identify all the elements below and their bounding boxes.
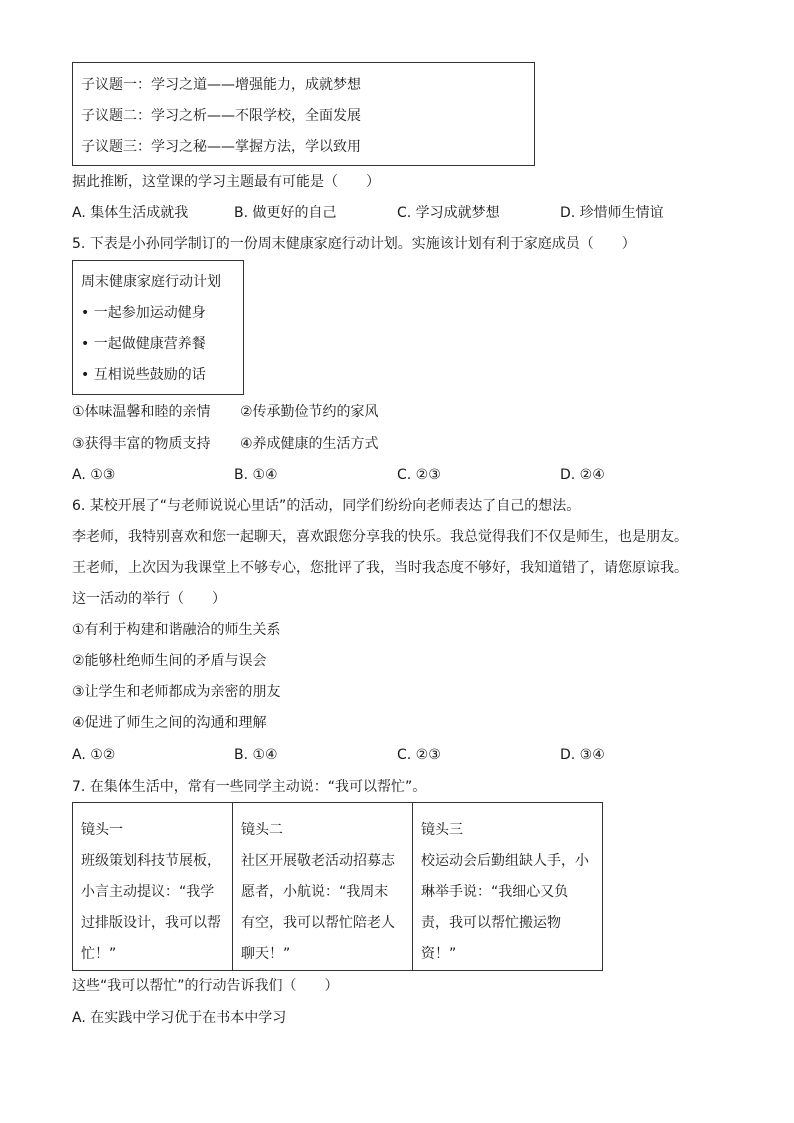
q6-option-a[interactable]: A. ①② <box>72 747 116 763</box>
plan-item-3: • 互相说些鼓励的话 <box>81 367 206 383</box>
scene-1-line-1: 班级策划科技节展板， <box>81 853 221 869</box>
q6-option-b[interactable]: B. ①④ <box>234 747 278 763</box>
scene-3-line-1: 校运动会后勤组缺人手，小 <box>421 853 589 869</box>
q6-option-d[interactable]: D. ③④ <box>560 747 605 763</box>
q6-stem: 6. 某校开展了“与老师说说心里话”的活动，同学们纷纷向老师表达了自己的想法。 <box>72 498 581 514</box>
scene-2-line-3: 有空，我可以帮忙陪老人 <box>241 915 395 931</box>
q5-option-b[interactable]: B. ①④ <box>234 467 278 483</box>
scene-3-line-2: 琳举手说：“我细心又负 <box>421 884 569 900</box>
scene-cell-3 <box>413 803 603 971</box>
plan-item-2: • 一起做健康营养餐 <box>81 336 206 352</box>
q5-stem: 5. 下表是小孙同学制订的一份周末健康家庭行动计划。实施该计划有利于家庭成员（ ） <box>72 236 636 252</box>
scene-1-line-3: 过排版设计，我可以帮 <box>81 915 221 931</box>
q7-option-a[interactable]: A. 在实践中学习优于在书本中学习 <box>72 1010 287 1026</box>
scene-3-line-3: 责，我可以帮忙搬运物 <box>421 915 561 931</box>
q4-option-b[interactable]: B. 做更好的自己 <box>234 205 337 221</box>
scene-1-title: 镜头一 <box>81 822 123 838</box>
q5-statement-1: ①体味温馨和睦的亲情 <box>72 404 211 420</box>
q5-statement-3: ③获得丰富的物质支持 <box>72 436 211 452</box>
plan-title: 周末健康家庭行动计划 <box>81 274 221 290</box>
plan-item-1: • 一起参加运动健身 <box>81 305 206 321</box>
scene-2-title: 镜头二 <box>241 822 283 838</box>
q4-stem: 据此推断，这堂课的学习主题最有可能是（ ） <box>72 174 380 190</box>
q7-stem: 7. 在集体生活中，常有一些同学主动说：“我可以帮忙”。 <box>72 779 427 795</box>
q6-question: 这一活动的举行（ ） <box>72 591 226 607</box>
q5-statement-2: ②传承勤俭节约的家风 <box>240 404 379 420</box>
plan-box <box>72 260 244 395</box>
q6-option-c[interactable]: C. ②③ <box>397 747 441 763</box>
scene-cell-1 <box>73 803 233 971</box>
subtopic-2: 子议题二：学习之析——不限学校，全面发展 <box>81 108 361 124</box>
q7-question: 这些“我可以帮忙”的行动告诉我们（ ） <box>72 978 339 994</box>
q5-option-d[interactable]: D. ②④ <box>560 467 605 483</box>
scene-1-line-4: 忙！” <box>81 946 117 962</box>
scene-3-title: 镜头三 <box>421 822 463 838</box>
q6-statement-3: ③让学生和老师都成为亲密的朋友 <box>72 684 281 700</box>
scene-2-line-2: 愿者，小航说：“我周末 <box>241 884 389 900</box>
subtopic-3: 子议题三：学习之秘——掌握方法，学以致用 <box>81 139 361 155</box>
q6-statement-1: ①有利于构建和谐融洽的师生关系 <box>72 622 281 638</box>
q5-option-c[interactable]: C. ②③ <box>397 467 441 483</box>
subtopic-box <box>72 62 535 166</box>
scene-3-line-4: 资！” <box>421 946 457 962</box>
q4-option-a[interactable]: A. 集体生活成就我 <box>72 205 189 221</box>
scene-1-line-2: 小言主动提议：“我学 <box>81 884 215 900</box>
q5-option-a[interactable]: A. ①③ <box>72 467 116 483</box>
scene-cell-2 <box>233 803 413 971</box>
q4-option-c[interactable]: C. 学习成就梦想 <box>397 205 500 221</box>
q6-quote-2: 王老师，上次因为我课堂上不够专心，您批评了我，当时我态度不够好，我知道错了，请您原谅我。 <box>72 560 688 576</box>
q6-quote-1: 李老师，我特别喜欢和您一起聊天，喜欢跟您分享我的快乐。我总觉得我们不仅是师生，也是朋友。 <box>72 529 688 545</box>
subtopic-1: 子议题一：学习之道——增强能力，成就梦想 <box>81 77 361 93</box>
q4-option-d[interactable]: D. 珍惜师生情谊 <box>560 205 664 221</box>
scene-2-line-1: 社区开展敬老活动招募志 <box>241 853 395 869</box>
q6-statement-4: ④促进了师生之间的沟通和理解 <box>72 715 267 731</box>
q5-statement-4: ④养成健康的生活方式 <box>240 436 379 452</box>
q6-statement-2: ②能够杜绝师生间的矛盾与误会 <box>72 653 267 669</box>
scene-2-line-4: 聊天！” <box>241 946 291 962</box>
scenes-table <box>72 802 603 971</box>
